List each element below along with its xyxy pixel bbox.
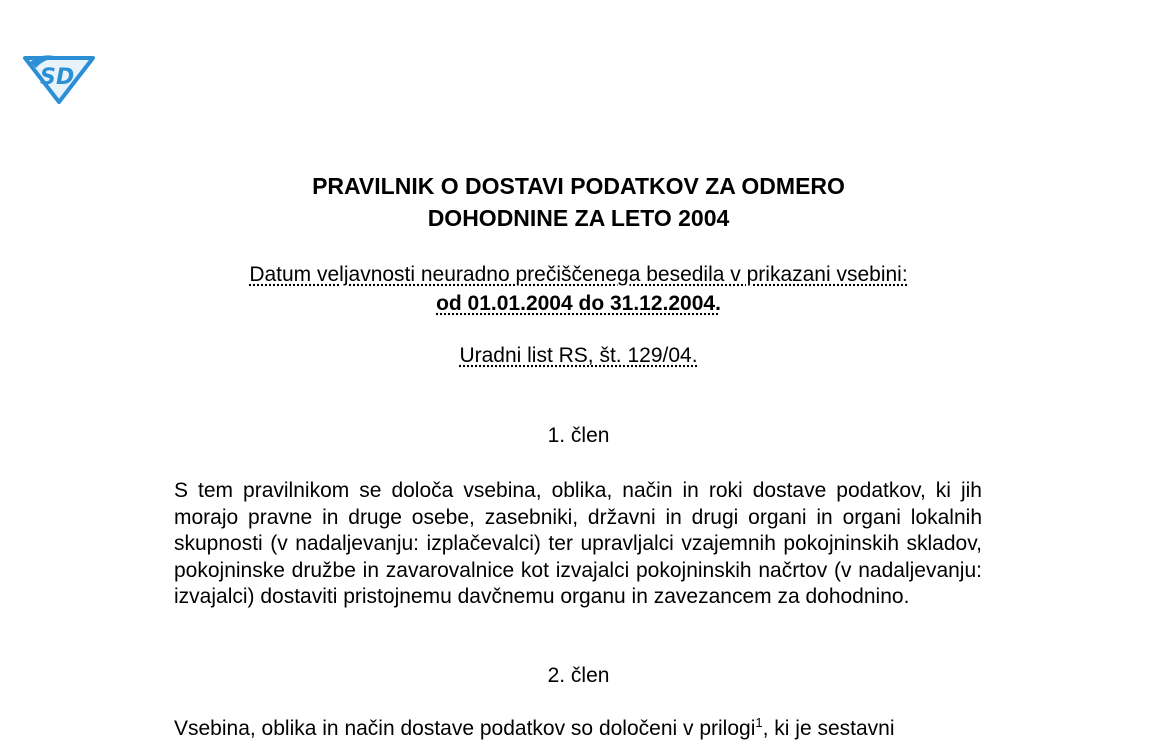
title-line-2: DOHODNINE ZA LETO 2004 <box>427 205 730 231</box>
title-line-1: PRAVILNIK O DOSTAVI PODATKOV ZA ODMERO <box>312 173 845 199</box>
article-2-heading: 2. člen <box>547 664 610 687</box>
validity-notice <box>0 260 1157 318</box>
validity-dates-link[interactable]: od 01.01.2004 do 31.12.2004. <box>436 292 721 315</box>
article-2-text-after: , ki je sestavni <box>762 717 895 740</box>
article-2-text <box>174 716 982 743</box>
article-1-text: S tem pravilnikom se določa vsebina, oblika, način in roki dostave podatkov, ki jih morajo pravne in druge osebe, zasebniki, državni in drugi organi in organi lokalnih skupnosti (v nadaljevanju: izplačevalci) ter upravljalci vzajemnih pokojninskih skladov, pokojninske družbe in zavarovalnice kot izvajalci pokojninskih načrtov (v nadaljevanju: izvajalci) dostaviti pristojnemu davčnemu organu in zavezancem za dohodnino. <box>174 479 982 609</box>
official-gazette-link[interactable]: Uradni list RS, št. 129/04. <box>459 344 698 367</box>
document-title <box>0 170 1157 234</box>
sd-logo-icon <box>22 48 96 104</box>
official-gazette-reference <box>0 341 1157 370</box>
footnote-ref-link[interactable]: 1 <box>755 715 763 730</box>
svg-text:S: S <box>40 65 56 90</box>
svg-text:D: D <box>56 65 75 90</box>
article-1-heading: 1. člen <box>547 424 610 447</box>
article-2-text-before: Vsebina, oblika in način dostave podatkov so določeni v prilogi <box>174 717 756 740</box>
validity-label-link[interactable]: Datum veljavnosti neuradno prečiščenega besedila v prikazani vsebini: <box>249 263 908 286</box>
